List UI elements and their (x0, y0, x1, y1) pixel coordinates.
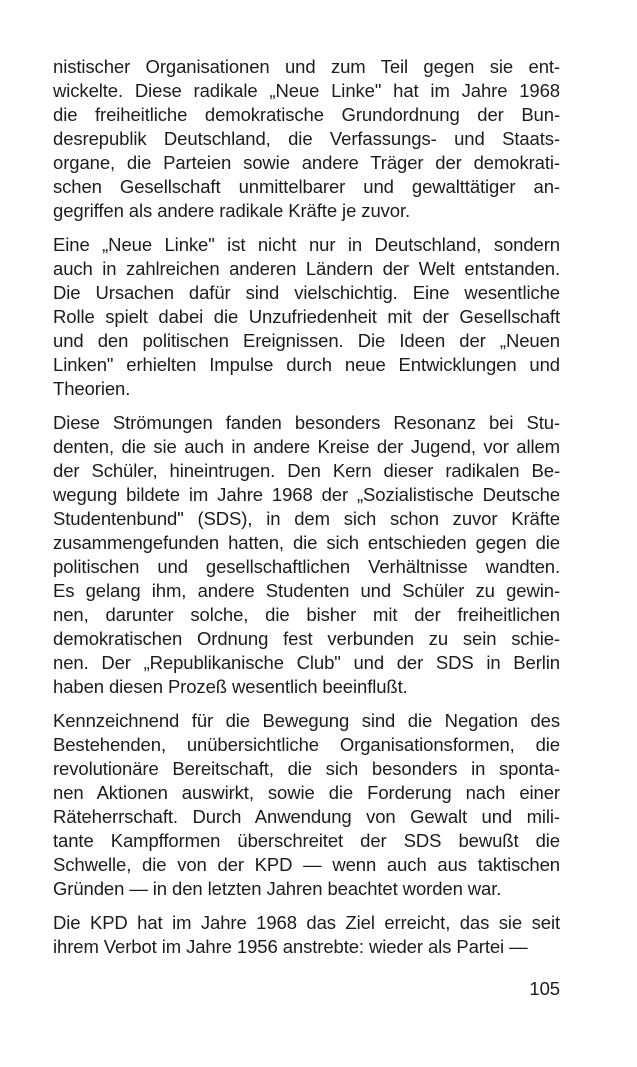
text-line: organe, die Parteien sowie andere Träger der demokrati- (53, 152, 560, 173)
text-line: Die Ursachen dafür sind vielschichtig. Eine wesentliche (53, 282, 560, 303)
paragraph-2 (53, 233, 560, 401)
text-line: auch in zahlreichen anderen Ländern der Welt entstanden. (53, 258, 560, 279)
text-line: wegung bildete im Jahre 1968 der „Sozialistische Deutsche (53, 484, 560, 505)
text-line: nistischer Organisationen und zum Teil gegen sie ent- (53, 56, 560, 77)
paragraph-4 (53, 709, 560, 901)
text-line: ihrem Verbot im Jahre 1956 anstrebte: wieder als Partei — (53, 936, 528, 957)
text-line: demokratischen Ordnung fest verbunden zu sein schie- (53, 628, 560, 649)
text-line: Linken" erhielten Impulse durch neue Entwicklungen und (53, 354, 560, 375)
text-line: die freiheitliche demokratische Grundordnung der Bun- (53, 104, 560, 125)
text-line: Schwelle, die von der KPD — wenn auch aus taktischen (53, 854, 560, 875)
text-line: Die KPD hat im Jahre 1968 das Ziel erreicht, das sie seit (53, 912, 560, 933)
text-line: zusammengefunden hatten, die sich entschieden gegen die (53, 532, 560, 553)
text-line: Räteherrschaft. Durch Anwendung von Gewalt und mili- (53, 806, 560, 827)
text-line: revolutionäre Bereitschaft, die sich besonders in sponta- (53, 758, 560, 779)
text-line: tante Kampfformen überschreitet der SDS bewußt die (53, 830, 560, 851)
text-line: Theorien. (53, 378, 131, 399)
text-line: Rolle spielt dabei die Unzufriedenheit mit der Gesellschaft (53, 306, 560, 327)
text-line: schen Gesellschaft unmittelbarer und gewalttätiger an- (53, 176, 560, 197)
paragraph-5 (53, 911, 560, 959)
text-line: Studentenbund" (SDS), in dem sich schon zuvor Kräfte (53, 508, 560, 529)
text-line: und den politischen Ereignissen. Die Ideen der „Neuen (53, 330, 560, 351)
paragraph-1 (53, 55, 560, 223)
text-line: nen, darunter solche, die bisher mit der freiheitlichen (53, 604, 560, 625)
text-line: denten, die sie auch in andere Kreise der Jugend, vor allem (53, 436, 560, 457)
text-line: nen. Der „Republikanische Club" und der SDS in Berlin (53, 652, 560, 673)
text-line: Diese Strömungen fanden besonders Resonanz bei Stu- (53, 412, 560, 433)
text-line: Eine „Neue Linke" ist nicht nur in Deutschland, sondern (53, 234, 560, 255)
text-line: Bestehenden, unübersichtliche Organisationsformen, die (53, 734, 560, 755)
paragraph-3 (53, 411, 560, 699)
page-number: 105 (529, 978, 560, 999)
text-line: Gründen — in den letzten Jahren beachtet worden war. (53, 878, 502, 899)
text-line: der Schüler, hineintrugen. Den Kern dieser radikalen Be- (53, 460, 560, 481)
text-line: desrepublik Deutschland, die Verfassungs- und Staats- (53, 128, 560, 149)
text-line: nen Aktionen auswirkt, sowie die Forderung nach einer (53, 782, 560, 803)
text-line: haben diesen Prozeß wesentlich beeinflußt. (53, 676, 408, 697)
text-line: wickelte. Diese radikale „Neue Linke" hat im Jahre 1968 (53, 80, 560, 101)
text-line: gegriffen als andere radikale Kräfte je zuvor. (53, 200, 411, 221)
text-line: Kennzeichnend für die Bewegung sind die Negation des (53, 710, 560, 731)
text-line: Es gelang ihm, andere Studenten und Schüler zu gewin- (53, 580, 560, 601)
text-line: politischen und gesellschaftlichen Verhältnisse wandten. (53, 556, 560, 577)
